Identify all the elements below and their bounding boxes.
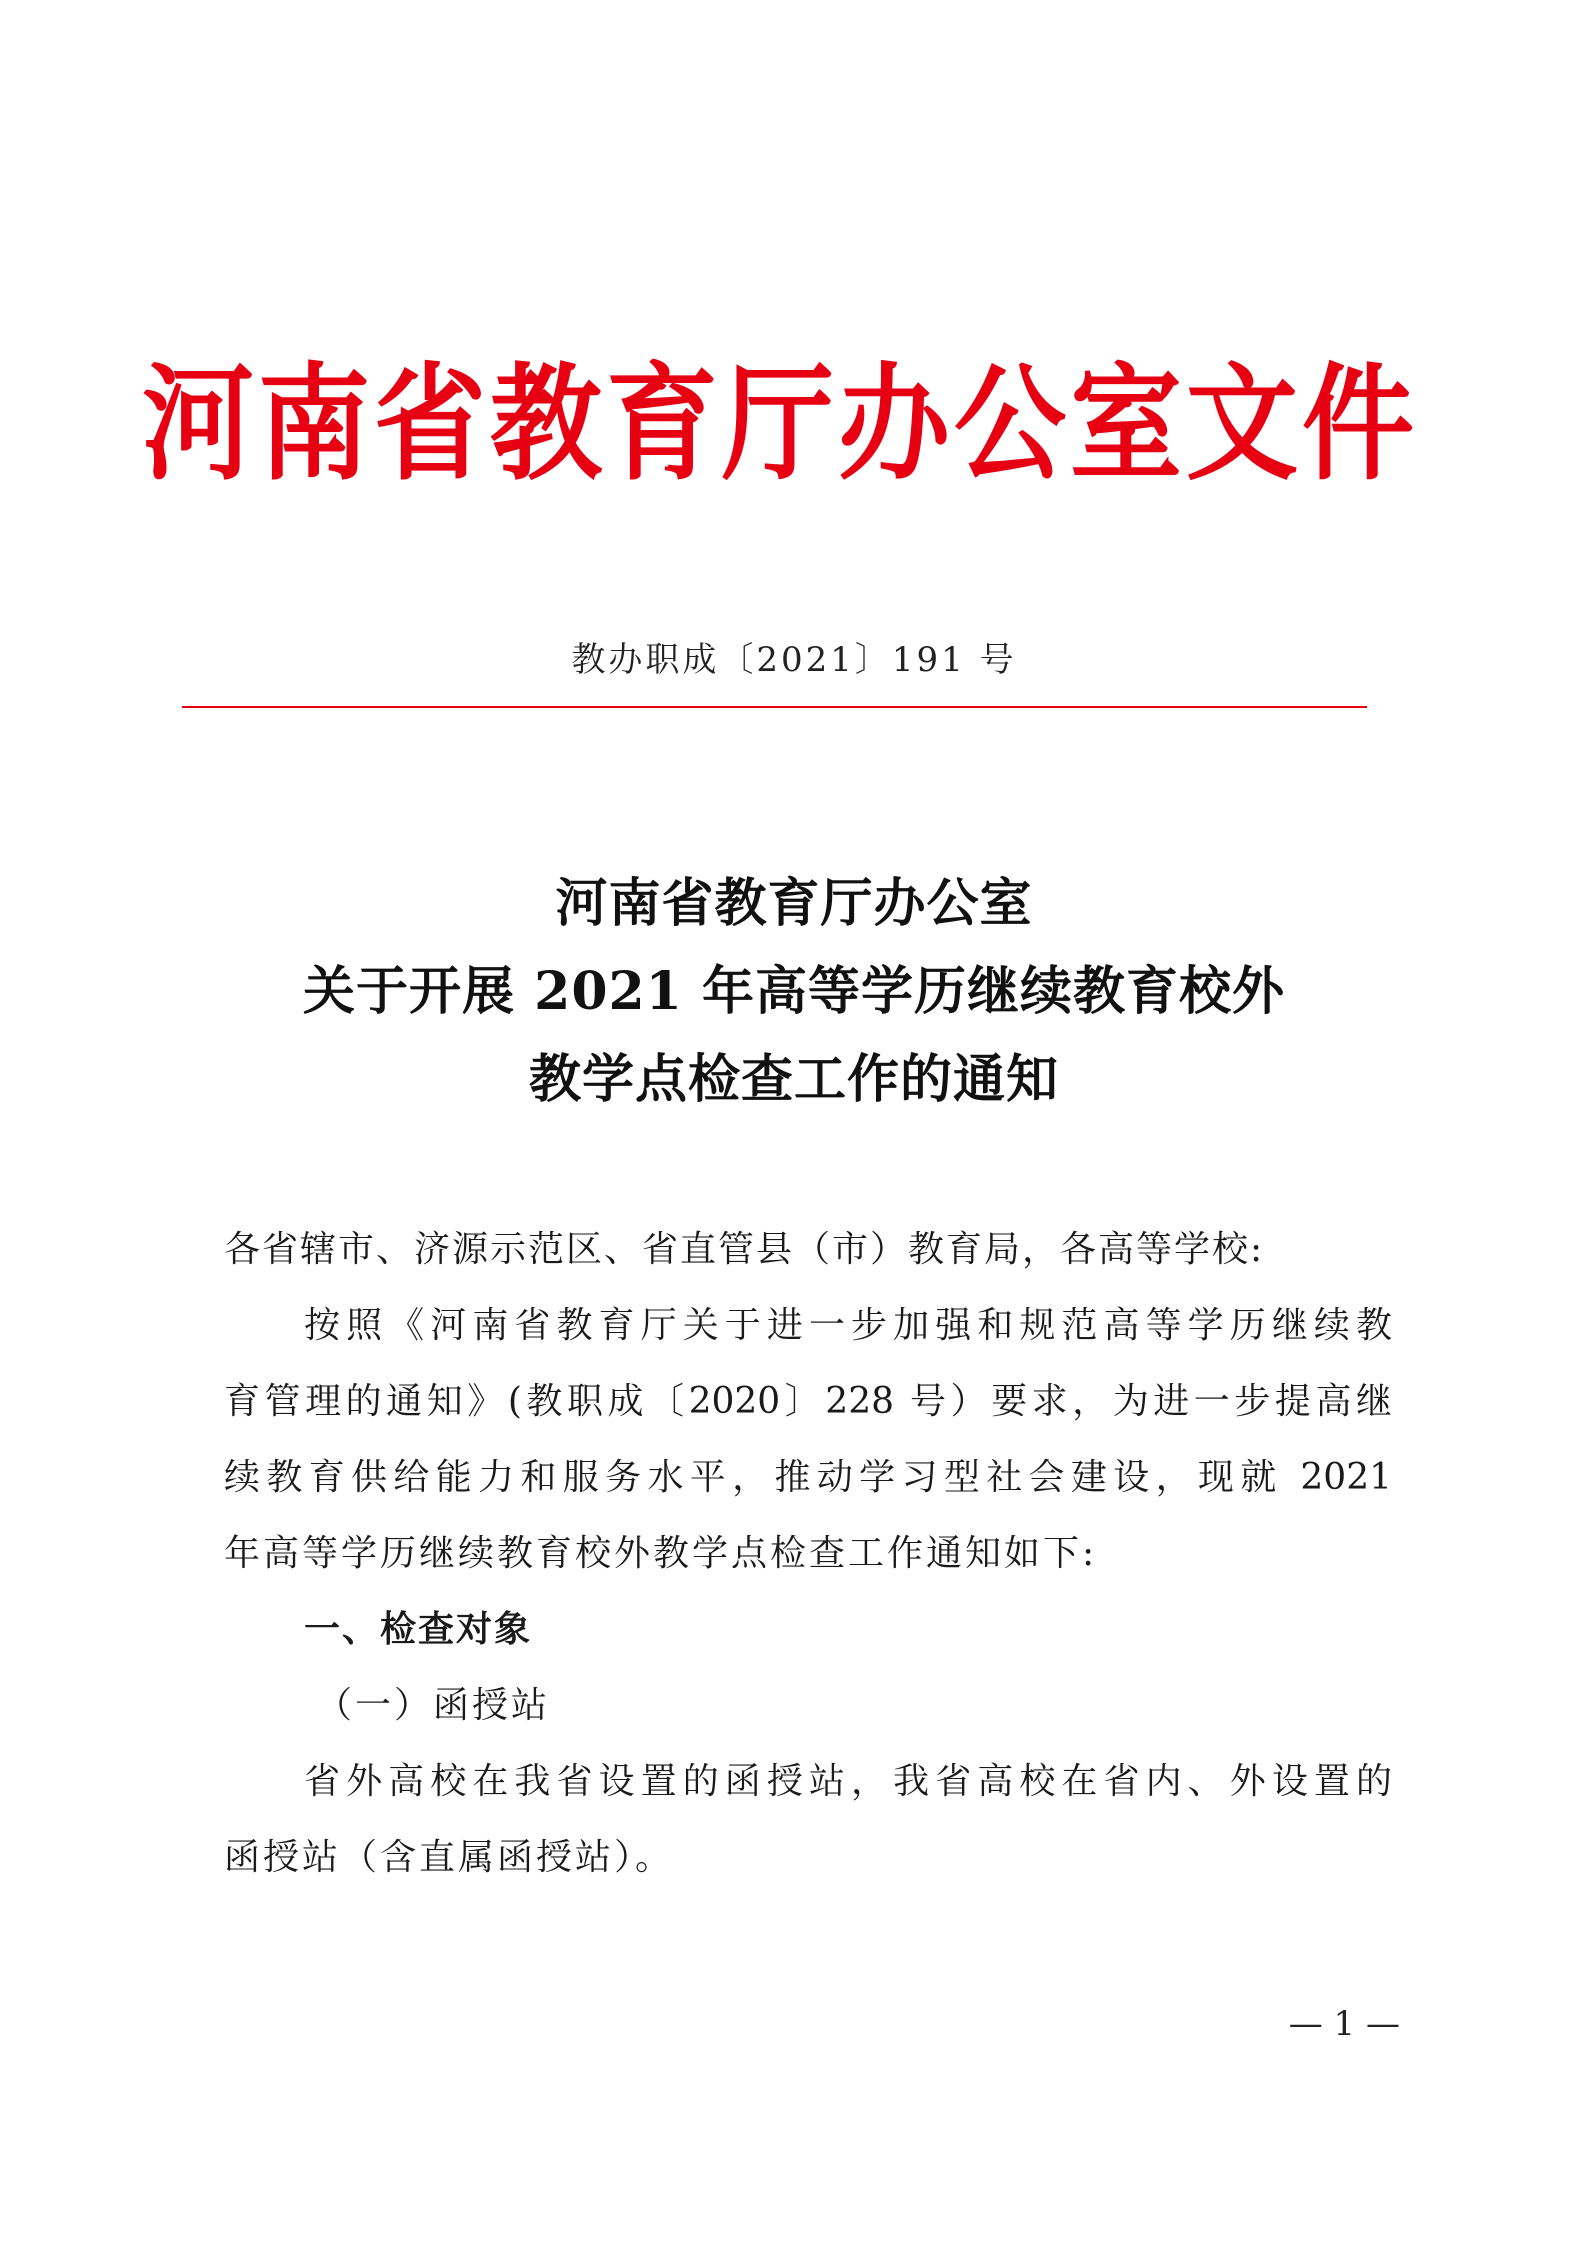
notice-body xyxy=(224,1212,1392,1896)
paragraph-line: 育管理的通知》(教职成〔2020〕228 号）要求，为进一步提高继 xyxy=(224,1381,1392,1422)
notice-title-line: 河南省教育厅办公室 xyxy=(555,873,1033,934)
salutation: 各省辖市、济源示范区、省直管县（市）教育局，各高等学校: xyxy=(224,1229,1265,1270)
notice-title-line: 关于开展 2021 年高等学历继续教育校外 xyxy=(303,961,1285,1022)
subsection-heading: （一）函授站 xyxy=(316,1685,551,1726)
paragraph-line: 按照《河南省教育厅关于进一步加强和规范高等学历继续教 xyxy=(304,1305,1392,1346)
document-number: 教办职成〔2021〕191 号 xyxy=(571,640,1017,680)
notice-title-line: 教学点检查工作的通知 xyxy=(528,1049,1059,1110)
section-heading: 一、检查对象 xyxy=(304,1609,533,1650)
page-number: — 1 — xyxy=(1288,2004,1400,2044)
header-divider xyxy=(182,706,1367,708)
notice-title xyxy=(0,860,1588,1124)
document-header-title: 河南省教育厅办公室文件 xyxy=(142,351,1418,498)
paragraph-line: 年高等学历继续教育校外教学点检查工作通知如下: xyxy=(224,1533,1098,1574)
paragraph-line: 省外高校在我省设置的函授站，我省高校在省内、外设置的 xyxy=(304,1761,1392,1802)
paragraph-line: 函授站（含直属函授站）。 xyxy=(224,1837,675,1878)
paragraph-line: 续教育供给能力和服务水平，推动学习型社会建设，现就 2021 xyxy=(224,1457,1392,1498)
